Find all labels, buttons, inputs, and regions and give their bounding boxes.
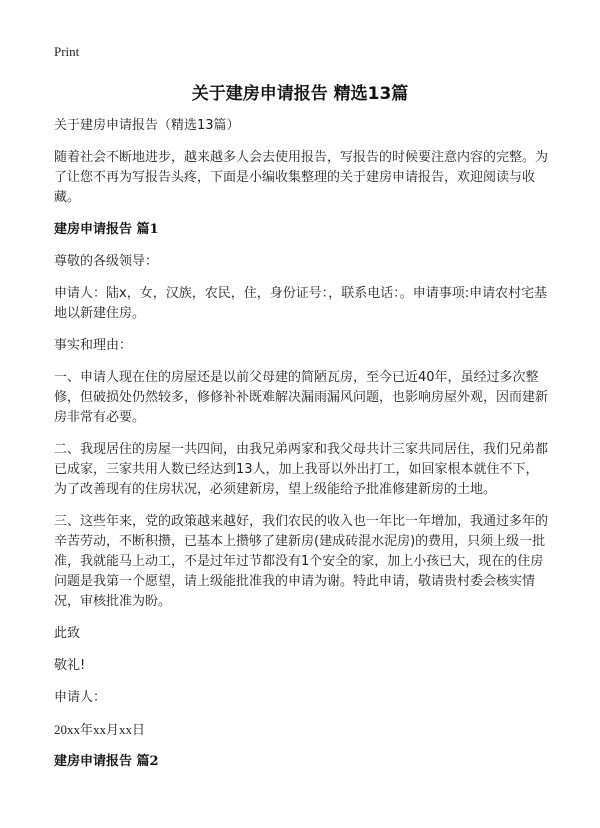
- applicant-info-paragraph: 申请人：陆x，女，汉族，农民，住，身份证号：，联系电话：。申请事项:申请农村宅基地以新建住房。: [54, 286, 548, 321]
- reason-paragraph-2: 二、我现居住的房屋一共四间，由我兄弟两家和我父母共计三家共同居住，我们兄弟都已成家，三家共用人数已经达到13人，加上我哥以外出打工，如回家根本就住不下，为了改善现有的住房状况，必须建新房，望上级能给予批准修建新房的土地。: [54, 442, 549, 497]
- reason-paragraph-1: 一、申请人现在住的房屋还是以前父母建的简陋瓦房，至今已近40年，虽经过多次整修，但破损处仍然较多，修修补补既难解决漏雨漏风问题，也影响房屋外观，因而建新房非常有必要。: [54, 370, 549, 425]
- intro-paragraph: 随着社会不断地进步，越来越多人会去使用报告，写报告的时候要注意内容的完整。为了让您不再为写报告头疼，下面是小编收集整理的关于建房申请报告，欢迎阅读与收藏。: [54, 150, 549, 205]
- document-subtitle: 关于建房申请报告（精选13篇）: [54, 118, 240, 133]
- print-link[interactable]: Print: [54, 44, 80, 59]
- section-heading-2: 建房申请报告 篇2: [54, 754, 159, 769]
- salutation: 尊敬的各级领导：: [54, 254, 159, 269]
- closing-line-1: 此致: [54, 626, 81, 641]
- closing-line-2: 敬礼!: [54, 658, 86, 673]
- reason-paragraph-3: 三、这些年来，党的政策越来越好，我们农民的收入也一年比一年增加，我通过多年的辛苦劳动，不断积攒，已基本上攒够了建新房(建成砖混水泥房)的费用，只须上级一批准，我就能马上动工，不是过年过节都没有1个安全的家，加上小孩已大，现在的住房问题是我第一个愿望，请上级能批准我的申请为谢。特此申请，敬请贵村委会核实情况，审核批准为盼。: [54, 514, 549, 609]
- signature-label: 申请人：: [54, 690, 107, 705]
- document-body: [54, 116, 550, 784]
- date-line: 20xx年xx月xx日: [54, 722, 146, 737]
- reasons-label: 事实和理由：: [54, 338, 133, 353]
- document-title: 关于建房申请报告 精选13篇: [191, 84, 409, 104]
- section-heading-1: 建房申请报告 篇1: [54, 222, 159, 237]
